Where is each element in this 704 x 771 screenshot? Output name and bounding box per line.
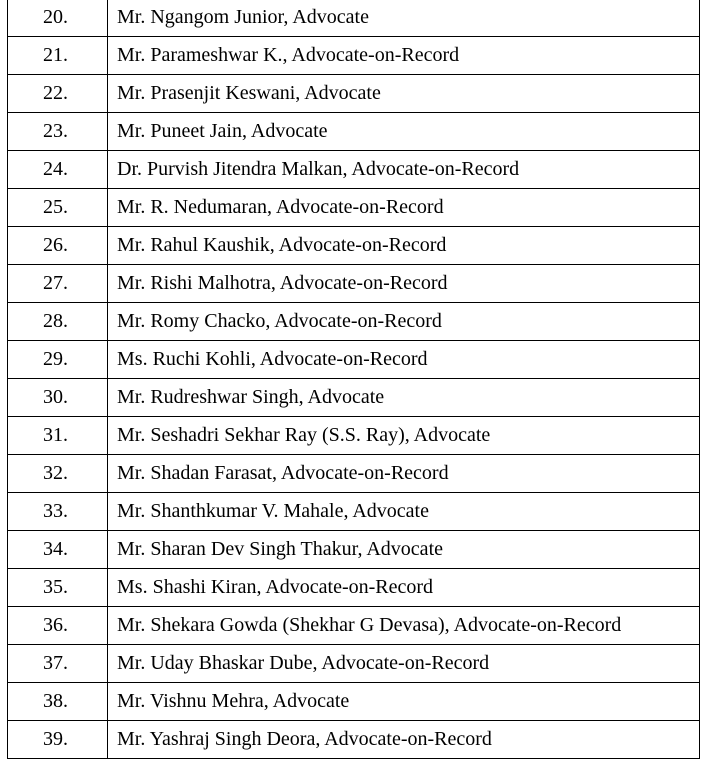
counsel-name: Mr. Romy Chacko, Advocate-on-Record — [108, 303, 700, 341]
row-number: 23. — [8, 113, 108, 151]
row-number: 26. — [8, 227, 108, 265]
counsel-name: Dr. Purvish Jitendra Malkan, Advocate-on-Record — [108, 151, 700, 189]
row-number: 20. — [8, 0, 108, 37]
table-row — [8, 683, 700, 721]
row-number: 32. — [8, 455, 108, 493]
counsel-name: Mr. Shekara Gowda (Shekhar G Devasa), Advocate-on-Record — [108, 607, 700, 645]
table-row — [8, 151, 700, 189]
row-number: 36. — [8, 607, 108, 645]
counsel-name: Mr. Rudreshwar Singh, Advocate — [108, 379, 700, 417]
row-number: 25. — [8, 189, 108, 227]
row-number: 22. — [8, 75, 108, 113]
table-row — [8, 455, 700, 493]
counsel-name: Mr. Uday Bhaskar Dube, Advocate-on-Record — [108, 645, 700, 683]
table-row — [8, 37, 700, 75]
counsel-name: Ms. Shashi Kiran, Advocate-on-Record — [108, 569, 700, 607]
counsel-name: Mr. Rahul Kaushik, Advocate-on-Record — [108, 227, 700, 265]
table-row — [8, 645, 700, 683]
row-number: 29. — [8, 341, 108, 379]
counsel-name: Mr. Vishnu Mehra, Advocate — [108, 683, 700, 721]
row-number: 21. — [8, 37, 108, 75]
row-number: 37. — [8, 645, 108, 683]
counsel-name: Mr. Shadan Farasat, Advocate-on-Record — [108, 455, 700, 493]
table-row — [8, 607, 700, 645]
table-row — [8, 75, 700, 113]
counsel-name: Mr. Rishi Malhotra, Advocate-on-Record — [108, 265, 700, 303]
row-number: 39. — [8, 721, 108, 759]
table-row — [8, 341, 700, 379]
counsel-name: Mr. Shanthkumar V. Mahale, Advocate — [108, 493, 700, 531]
counsel-name: Mr. Parameshwar K., Advocate-on-Record — [108, 37, 700, 75]
table-row — [8, 493, 700, 531]
row-number: 24. — [8, 151, 108, 189]
row-number: 34. — [8, 531, 108, 569]
row-number: 31. — [8, 417, 108, 455]
counsel-list-body — [8, 0, 700, 759]
row-number: 27. — [8, 265, 108, 303]
counsel-name: Mr. Sharan Dev Singh Thakur, Advocate — [108, 531, 700, 569]
counsel-list-table — [7, 0, 700, 759]
table-row — [8, 569, 700, 607]
counsel-name: Mr. Yashraj Singh Deora, Advocate-on-Record — [108, 721, 700, 759]
row-number: 30. — [8, 379, 108, 417]
counsel-name: Mr. Seshadri Sekhar Ray (S.S. Ray), Advocate — [108, 417, 700, 455]
row-number: 38. — [8, 683, 108, 721]
row-number: 35. — [8, 569, 108, 607]
row-number: 33. — [8, 493, 108, 531]
table-row — [8, 721, 700, 759]
table-row — [8, 113, 700, 151]
counsel-name: Mr. Ngangom Junior, Advocate — [108, 0, 700, 37]
table-row — [8, 379, 700, 417]
table-row — [8, 227, 700, 265]
table-row — [8, 0, 700, 37]
table-row — [8, 303, 700, 341]
counsel-name: Ms. Ruchi Kohli, Advocate-on-Record — [108, 341, 700, 379]
table-row — [8, 189, 700, 227]
counsel-name: Mr. R. Nedumaran, Advocate-on-Record — [108, 189, 700, 227]
table-row — [8, 531, 700, 569]
counsel-name: Mr. Prasenjit Keswani, Advocate — [108, 75, 700, 113]
row-number: 28. — [8, 303, 108, 341]
table-row — [8, 417, 700, 455]
counsel-name: Mr. Puneet Jain, Advocate — [108, 113, 700, 151]
table-row — [8, 265, 700, 303]
